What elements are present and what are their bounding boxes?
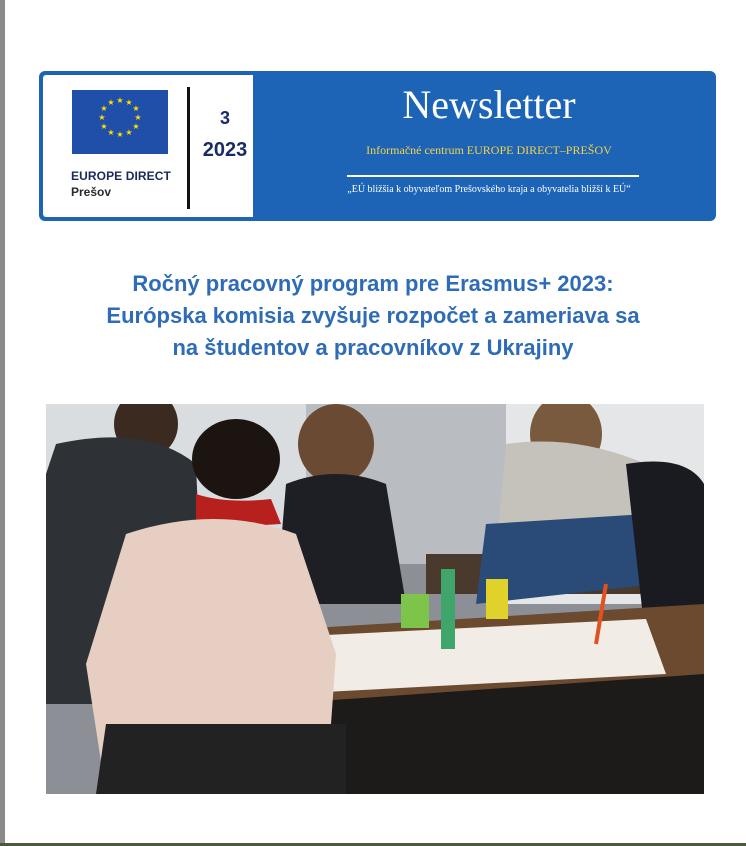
svg-text:★: ★: [132, 122, 140, 131]
svg-text:★: ★: [125, 128, 133, 137]
newsletter-motto: „EÚ bližšia k obyvateľom Prešovského kraja a obyvatelia bližší k EÚ“: [347, 184, 631, 195]
svg-text:★: ★: [98, 113, 106, 122]
europe-direct-city: Prešov: [71, 185, 112, 199]
newsletter-header: [39, 71, 716, 221]
europe-direct-label: EUROPE DIRECT: [71, 169, 171, 183]
students-studying-illustration: [46, 404, 704, 794]
eu-flag-logo: [72, 90, 168, 154]
article-headline: [30, 268, 716, 364]
newsletter-subtitle: Informačné centrum EUROPE DIRECT–PREŠOV: [366, 143, 612, 157]
svg-text:★: ★: [100, 104, 108, 113]
newsletter-title: Newsletter: [402, 82, 576, 127]
svg-text:★: ★: [107, 98, 115, 107]
svg-text:★: ★: [134, 113, 142, 122]
logo-panel: [43, 75, 253, 217]
headline-line-2: Európska komisia zvyšuje rozpočet a zameriava sa: [106, 303, 640, 328]
svg-text:★: ★: [125, 98, 133, 107]
subtitle-rule: [347, 175, 639, 177]
page-left-edge: [0, 0, 5, 846]
svg-text:★: ★: [116, 130, 124, 139]
issue-number: 3: [219, 108, 230, 128]
logo-divider: [187, 87, 190, 209]
svg-text:★: ★: [107, 128, 115, 137]
svg-text:★: ★: [116, 96, 124, 105]
svg-text:★: ★: [100, 122, 108, 131]
eu-stars-icon: [72, 90, 168, 154]
headline-line-3: na študentov a pracovníkov z Ukrajiny: [172, 335, 574, 360]
headline-line-1: Ročný pracovný program pre Erasmus+ 2023:: [132, 271, 614, 296]
article-photo: [46, 404, 704, 794]
issue-year: 2023: [202, 139, 248, 161]
svg-text:★: ★: [132, 104, 140, 113]
